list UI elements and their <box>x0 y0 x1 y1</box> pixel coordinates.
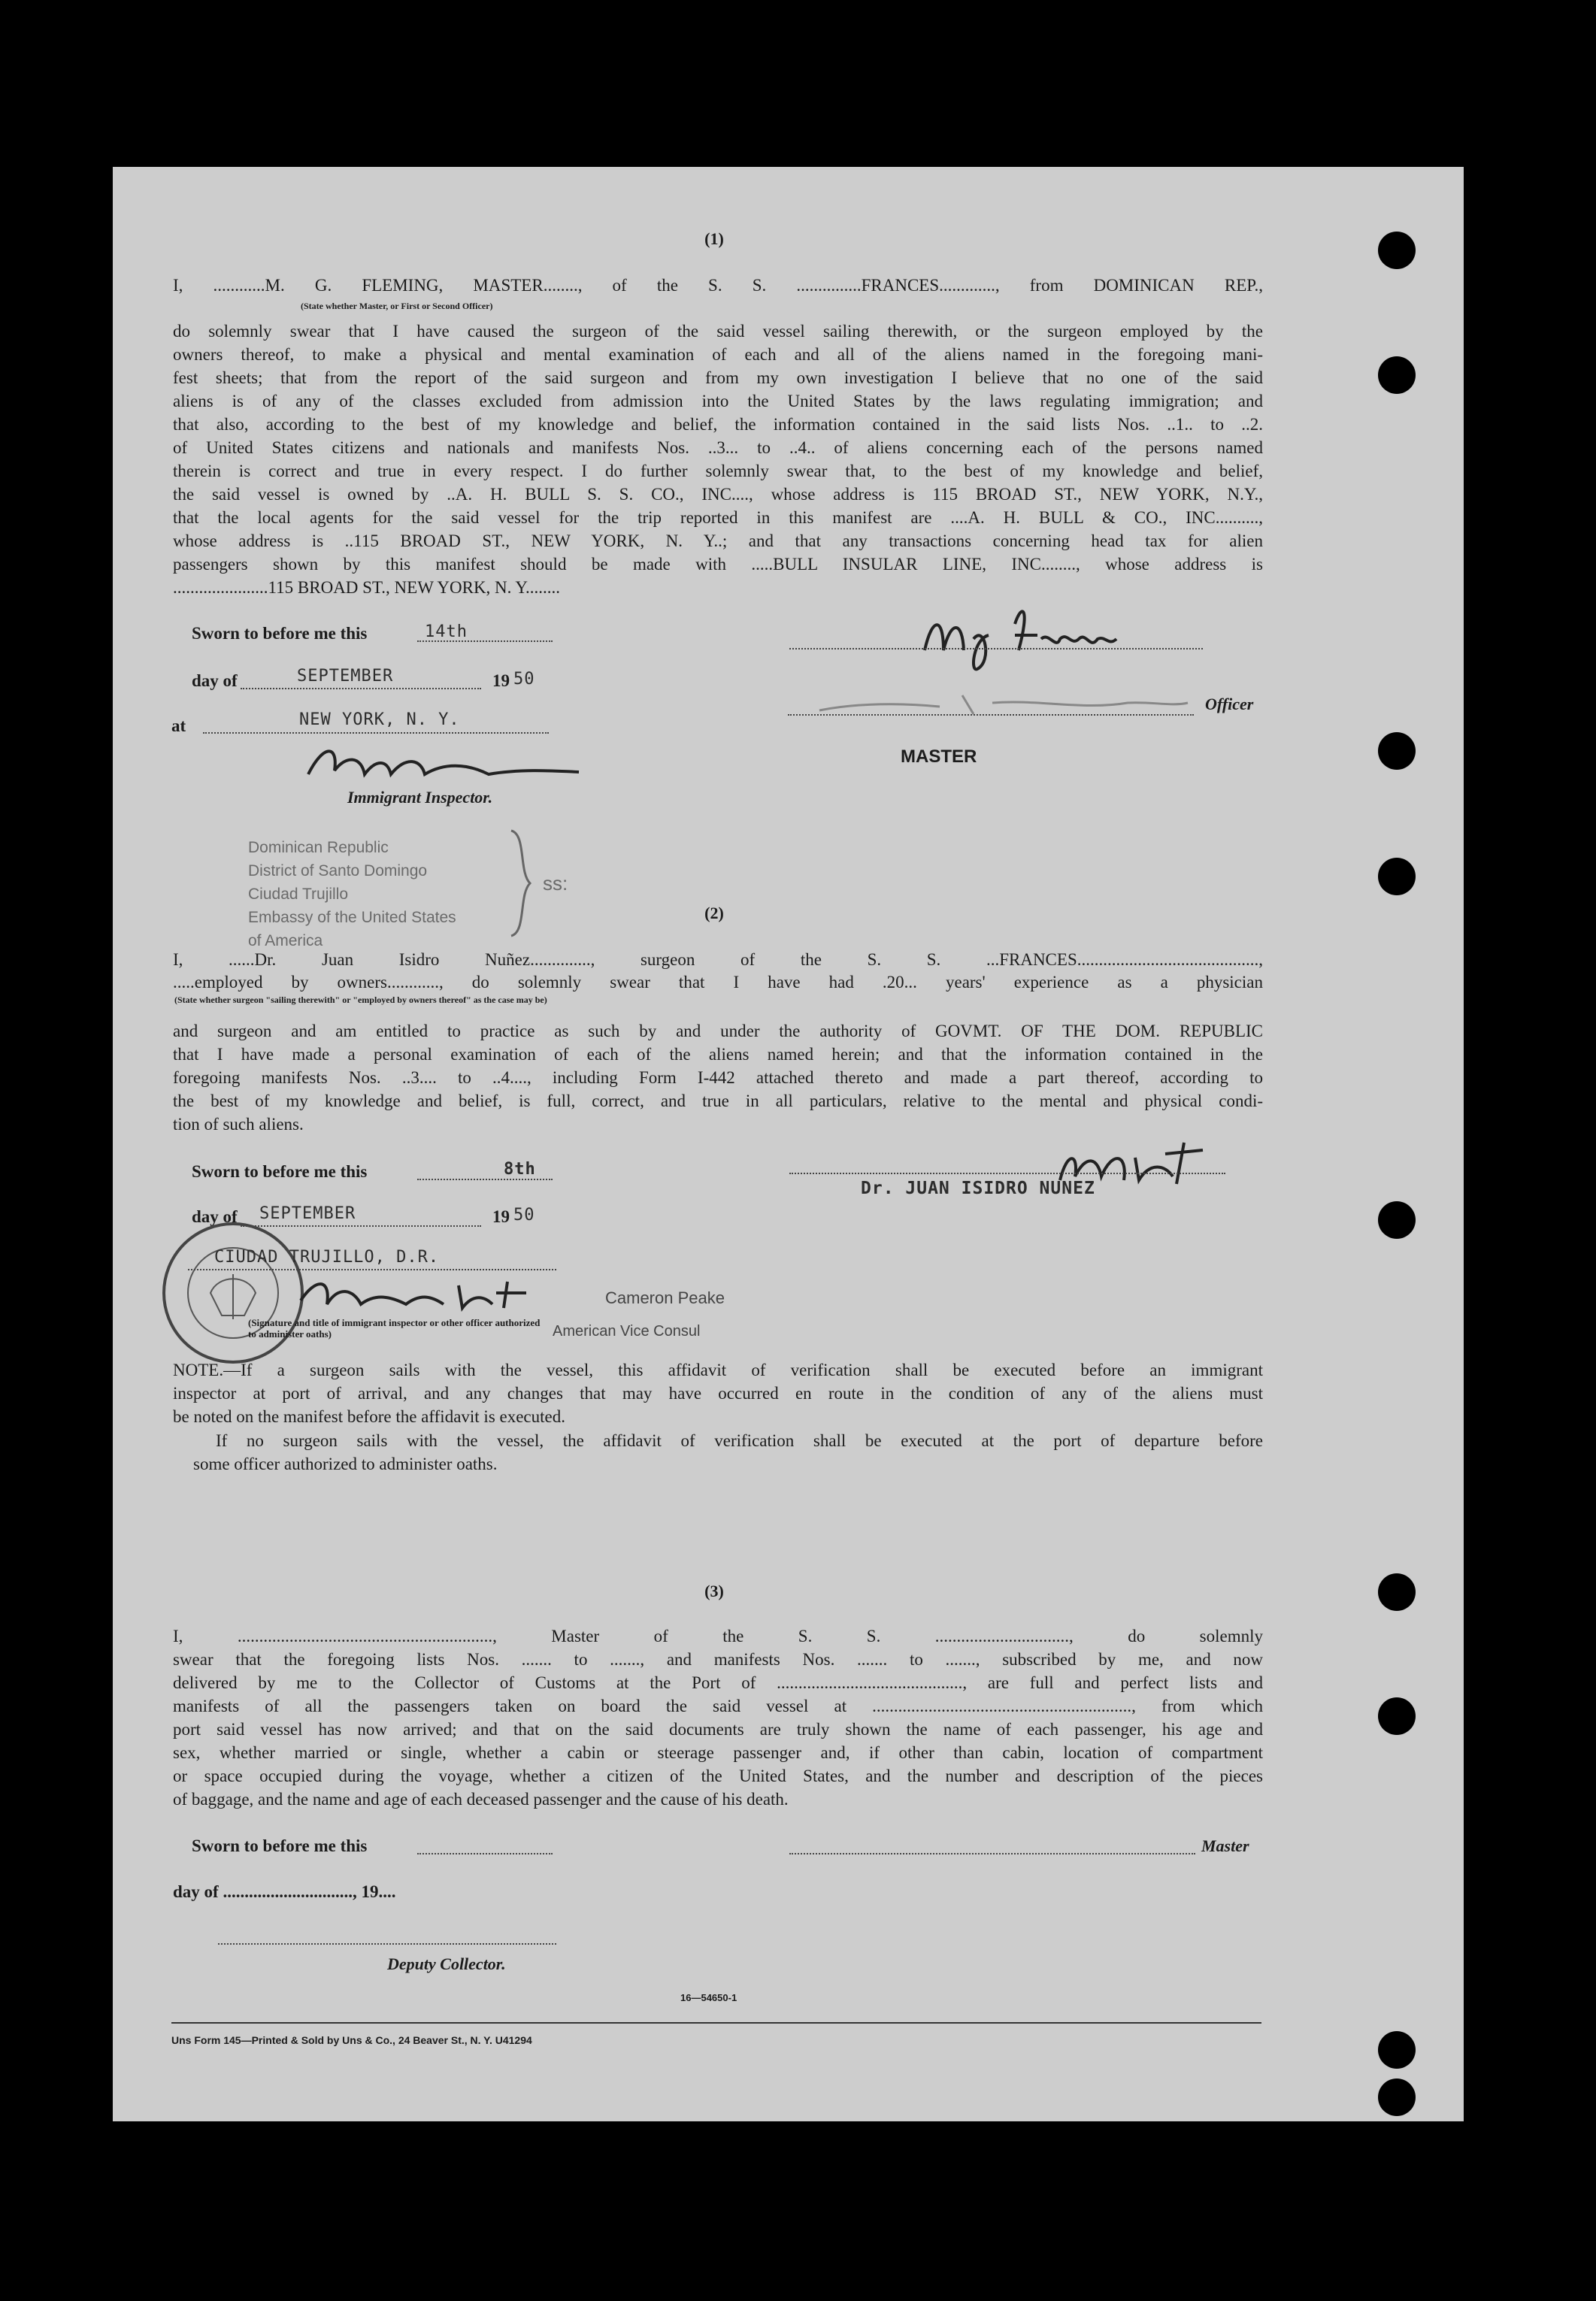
year-value: 50 <box>513 1206 535 1225</box>
section-number: (3) <box>704 1582 724 1600</box>
note-line <box>173 1359 1263 1382</box>
day-of-label: day of <box>192 1207 238 1226</box>
signer-title: MASTER <box>901 746 977 767</box>
surgeon-oath-line: .....employed by owners............, do solemnly swear that I have had .20... years' experience as a physician <box>173 973 1263 992</box>
year-prefix: 19 <box>492 671 510 690</box>
body-line: I, ..........................................................., Master of the S. S. ..............................., do solemnly <box>173 1627 1263 1646</box>
body-line: do solemnly swear that I have caused the surgeon of the said vessel sailing therewith, or the surgeon employed by the <box>173 322 1263 341</box>
day-of-line: day of .............................., 19.... <box>173 1882 396 1901</box>
note-line: If no surgeon sails with the vessel, the affidavit of verification shall be executed at the port of departure before <box>216 1431 1263 1450</box>
dotted-rule <box>788 714 1194 716</box>
body-line: manifests of all the passengers taken on board the said vessel at ............................................................, from which <box>173 1697 1263 1715</box>
body-line: tion of such aliens. <box>173 1115 304 1134</box>
punch-hole <box>1378 732 1416 770</box>
body-line: the best of my knowledge and belief, is full, correct, and true in all particulars, relative to the mental and physical condi- <box>173 1091 1263 1110</box>
body-line: port said vessel has now arrived; and that on the said documents are truly shown the name of each passenger, his age and <box>173 1720 1263 1739</box>
consular-seal <box>158 1218 308 1368</box>
note-line: be noted on the manifest before the affidavit is executed. <box>173 1407 565 1426</box>
body-line: the said vessel is owned by ..A. H. BULL S. S. CO., INC...., whose address is 115 BROAD ST., NEW YORK, N.Y., <box>173 485 1263 504</box>
month-value: SEPTEMBER <box>259 1204 356 1223</box>
dotted-rule <box>417 1853 553 1854</box>
sworn-label: Sworn to before me this <box>192 1836 368 1855</box>
sworn-day: 14th <box>425 622 468 641</box>
body-line: foregoing manifests Nos. ..3.... to ..4...., including Form I-442 attached thereto and made a part thereof, according to <box>173 1068 1263 1087</box>
form-number: 16—54650-1 <box>680 1992 737 2003</box>
place-value: CIUDAD TRUJILLO, D.R. <box>214 1248 440 1267</box>
consul-signature <box>293 1270 571 1323</box>
inspector-label: Immigrant Inspector. <box>347 788 493 807</box>
stamp-line: of America <box>248 932 323 949</box>
note-text: —If a surgeon sails with the vessel, this affidavit of verification shall be executed before an immigrant <box>223 1361 1263 1379</box>
consul-title: American Vice Consul <box>553 1323 701 1340</box>
officer-note: (Signature and title of immigrant inspector or other officer authorized to administer oaths) <box>248 1317 541 1340</box>
note-line: some officer authorized to administer oaths. <box>193 1455 498 1473</box>
stamp-brace <box>504 827 534 940</box>
body-line: of United States citizens and nationals and manifests Nos. ..3... to ..4.. of aliens concerning each of the persons named <box>173 438 1263 457</box>
punch-hole <box>1378 2078 1416 2116</box>
officer-label: Officer <box>1205 695 1254 713</box>
body-line: owners thereof, to make a physical and mental examination of each and all of the aliens named in the foregoing mani- <box>173 345 1263 364</box>
year-prefix: 19 <box>492 1207 510 1226</box>
dotted-rule <box>241 688 481 689</box>
surgeon-oath-note: (State whether surgeon "sailing therewith" or "employed by owners thereof" as the case may be) <box>174 995 547 1005</box>
note-line: inspector at port of arrival, and any changes that may have occurred en route in the condition of any of the aliens must <box>173 1384 1263 1403</box>
collector-label: Deputy Collector. <box>387 1954 506 1973</box>
embassy-stamp <box>248 836 456 952</box>
dotted-rule <box>789 648 1203 649</box>
body-line: passengers shown by this manifest should be made with .....BULL INSULAR LINE, INC........, whose address is <box>173 555 1263 574</box>
dotted-rule <box>417 640 553 642</box>
officer-signature-faint <box>812 680 1203 725</box>
sworn-label: Sworn to before me this <box>192 1162 368 1181</box>
body-line: therein is correct and true in every respect. I do further solemnly swear that, to the best of my knowledge and belief, <box>173 462 1263 480</box>
body-line: aliens is of any of the classes excluded from admission into the United States by the laws regulating immigration; and <box>173 392 1263 410</box>
body-line: that the local agents for the said vessel for the trip reported in this manifest are ....A. H. BULL & CO., INC.........., <box>173 508 1263 527</box>
printer-line: Uns Form 145—Printed & Sold by Uns & Co., 24 Beaver St., N. Y. U41294 <box>171 2034 532 2046</box>
inspector-signature <box>293 740 594 793</box>
year-value: 50 <box>513 670 535 689</box>
stamp-line: Embassy of the United States <box>248 909 456 926</box>
section-number: (1) <box>704 229 724 248</box>
body-line: sex, whether married or single, whether a cabin or steerage passenger and, if other than cabin, location of compartment <box>173 1743 1263 1762</box>
place-value: NEW YORK, N. Y. <box>299 710 460 729</box>
stamp-line: District of Santo Domingo <box>248 862 428 880</box>
body-line: fest sheets; that from the report of the said surgeon and from my own investigation I believe that no one of the said <box>173 368 1263 387</box>
surgeon-oath-line: I, ......Dr. Juan Isidro Nuñez.............., surgeon of the S. S. ...FRANCES.........................................., <box>173 950 1263 969</box>
consul-name: Cameron Peake <box>605 1288 725 1307</box>
punch-hole <box>1378 1573 1416 1611</box>
master-label: Master <box>1201 1836 1249 1855</box>
dotted-rule <box>417 1179 553 1180</box>
signer-name: Dr. JUAN ISIDRO NUNEZ <box>861 1179 1095 1198</box>
dotted-rule <box>218 1943 556 1945</box>
punch-hole <box>1378 1697 1416 1735</box>
body-line: ......................115 BROAD ST., NEW YORK, N. Y........ <box>173 578 560 597</box>
body-line: that I have made a personal examination of each of the aliens named herein; and that the information contained in the <box>173 1045 1263 1064</box>
body-line: delivered by me to the Collector of Customs at the Port of ..........................................., are full and perfect lists and <box>173 1673 1263 1692</box>
body-line: of baggage, and the name and age of each deceased passenger and the cause of his death. <box>173 1790 789 1809</box>
body-line: or space occupied during the voyage, whether a citizen of the United States, and the number and description of the pieces <box>173 1767 1263 1785</box>
body-line: that also, according to the best of my knowledge and belief, the information contained in the said lists Nos. ..1.. to ..2. <box>173 415 1263 434</box>
sworn-day: 8th <box>504 1160 536 1179</box>
month-value: SEPTEMBER <box>297 667 394 686</box>
punch-hole <box>1378 2031 1416 2069</box>
sworn-label: Sworn to before me this <box>192 624 368 643</box>
master-oath-line: I, ............M. G. FLEMING, MASTER........, of the S. S. ...............FRANCES............., from DOMINICAN REP., <box>173 276 1263 295</box>
punch-hole <box>1378 1201 1416 1239</box>
punch-hole <box>1378 232 1416 269</box>
dotted-rule <box>789 1853 1195 1854</box>
stamp-ss: ss: <box>543 872 568 895</box>
punch-hole <box>1378 858 1416 895</box>
body-line: swear that the foregoing lists Nos. ....... to ......., and manifests Nos. ....... to ......., subscribed by me, and now <box>173 1650 1263 1669</box>
section-number: (2) <box>704 904 724 922</box>
body-line: whose address is ..115 BROAD ST., NEW YORK, N. Y..; and that any transactions concerning head tax for alien <box>173 531 1263 550</box>
master-oath-note: (State whether Master, or First or Second Officer) <box>301 301 493 311</box>
master-signature <box>910 594 1135 677</box>
note-label: NOTE. <box>173 1361 224 1379</box>
stamp-line: Dominican Republic <box>248 839 389 856</box>
dotted-rule <box>789 1173 1225 1174</box>
at-label: at <box>171 716 186 735</box>
stamp-line: Ciudad Trujillo <box>248 886 349 903</box>
dotted-rule <box>203 732 549 734</box>
punch-hole <box>1378 356 1416 394</box>
body-line: and surgeon and am entitled to practice as such by and under the authority of GOVMT. OF THE DOM. REPUBLIC <box>173 1022 1263 1040</box>
day-of-label: day of <box>192 671 238 690</box>
footer-rule <box>171 2022 1261 2024</box>
